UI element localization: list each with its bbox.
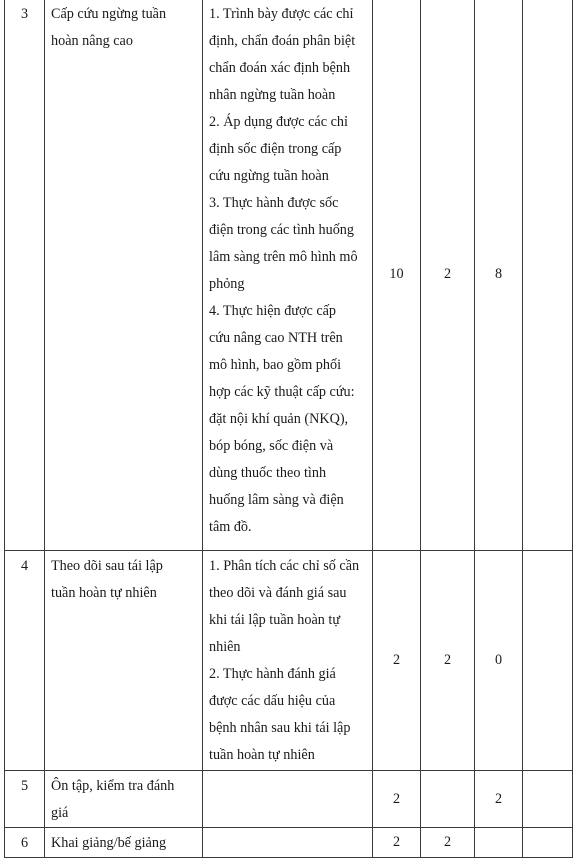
objective-line: cứu ngừng tuần hoàn bbox=[209, 168, 329, 184]
objective-line: nhiên bbox=[209, 639, 241, 655]
objective-line: nhân ngừng tuần hoàn bbox=[209, 87, 336, 103]
table-row bbox=[5, 771, 573, 828]
topic-name-cell bbox=[45, 828, 203, 858]
extra-cell bbox=[523, 828, 573, 858]
objective-line: khi tái lập tuần hoàn tự bbox=[209, 612, 341, 628]
objective-line: được các dấu hiệu của bbox=[209, 693, 336, 709]
extra-cell bbox=[523, 771, 573, 828]
objective-line: định, chẩn đoán phân biệt bbox=[209, 33, 356, 49]
topic-name-line: hoàn nâng cao bbox=[51, 33, 133, 49]
total-hours-cell: 2 bbox=[373, 828, 421, 858]
total-hours-cell: 2 bbox=[373, 551, 421, 771]
objective-line: điện trong các tình huống bbox=[209, 222, 354, 238]
topic-name-line: giá bbox=[51, 805, 69, 821]
table-row bbox=[5, 0, 573, 551]
objectives-cell bbox=[203, 771, 373, 828]
stt-cell bbox=[5, 551, 45, 771]
curriculum-table bbox=[4, 0, 573, 858]
objective-line: đặt nội khí quản (NKQ), bbox=[209, 411, 349, 427]
objective-line: 1. Trình bày được các chỉ bbox=[209, 6, 354, 22]
objective-line: dùng thuốc theo tình bbox=[209, 465, 327, 481]
objective-line: mô hình, bao gồm phối bbox=[209, 357, 342, 373]
extra-cell bbox=[523, 551, 573, 771]
objective-line: theo dõi và đánh giá sau bbox=[209, 585, 347, 601]
theory-hours-cell: 2 bbox=[421, 0, 475, 551]
objectives-cell bbox=[203, 828, 373, 858]
table-row bbox=[5, 828, 573, 858]
topic-name-cell bbox=[45, 0, 203, 551]
total-hours-cell: 10 bbox=[373, 0, 421, 551]
objective-line: bệnh nhân sau khi tái lập bbox=[209, 720, 351, 736]
objective-line: 2. Áp dụng được các chỉ bbox=[209, 114, 348, 130]
practice-hours-cell: 0 bbox=[475, 551, 523, 771]
topic-name-line: Ôn tập, kiểm tra đánh bbox=[51, 778, 175, 794]
stt-cell bbox=[5, 828, 45, 858]
objective-line: cứu nâng cao NTH trên bbox=[209, 330, 343, 346]
practice-hours-cell: 2 bbox=[475, 771, 523, 828]
topic-name-line: tuần hoàn tự nhiên bbox=[51, 585, 157, 601]
objective-line: 1. Phân tích các chỉ số cần bbox=[209, 558, 360, 574]
practice-hours-cell bbox=[475, 828, 523, 858]
topic-name-line: Theo dõi sau tái lập bbox=[51, 558, 163, 574]
stt-number: 3 bbox=[20, 6, 29, 22]
objective-line: bóp bóng, sốc điện và bbox=[209, 438, 334, 454]
objectives-cell bbox=[203, 551, 373, 771]
stt-number: 6 bbox=[20, 835, 29, 851]
extra-cell bbox=[523, 0, 573, 551]
objective-line: hợp các kỹ thuật cấp cứu: bbox=[209, 384, 355, 400]
objective-line: 2. Thực hành đánh giá bbox=[209, 666, 336, 682]
theory-hours-cell bbox=[421, 771, 475, 828]
total-hours-cell: 2 bbox=[373, 771, 421, 828]
stt-number: 4 bbox=[20, 558, 29, 574]
topic-name-cell bbox=[45, 771, 203, 828]
stt-cell bbox=[5, 0, 45, 551]
theory-hours-cell: 2 bbox=[421, 551, 475, 771]
objective-line: tuần hoàn tự nhiên bbox=[209, 747, 315, 763]
objective-line: lâm sàng trên mô hình mô bbox=[209, 249, 358, 265]
objective-line: định sốc điện trong cấp bbox=[209, 141, 342, 157]
topic-name-line: Khai giảng/bế giảng bbox=[51, 835, 167, 851]
practice-hours-cell: 8 bbox=[475, 0, 523, 551]
stt-number: 5 bbox=[20, 778, 29, 794]
topic-name-cell bbox=[45, 551, 203, 771]
objective-line: phỏng bbox=[209, 276, 245, 292]
stt-cell bbox=[5, 771, 45, 828]
objective-line: 3. Thực hành được sốc bbox=[209, 195, 339, 211]
theory-hours-cell: 2 bbox=[421, 828, 475, 858]
objectives-cell bbox=[203, 0, 373, 551]
table-row bbox=[5, 551, 573, 771]
objective-line: tâm đồ. bbox=[209, 519, 252, 535]
objective-line: huống lâm sàng và điện bbox=[209, 492, 344, 508]
objective-line: chẩn đoán xác định bệnh bbox=[209, 60, 351, 76]
objective-line: 4. Thực hiện được cấp bbox=[209, 303, 337, 319]
topic-name-line: Cấp cứu ngừng tuần bbox=[51, 6, 167, 22]
